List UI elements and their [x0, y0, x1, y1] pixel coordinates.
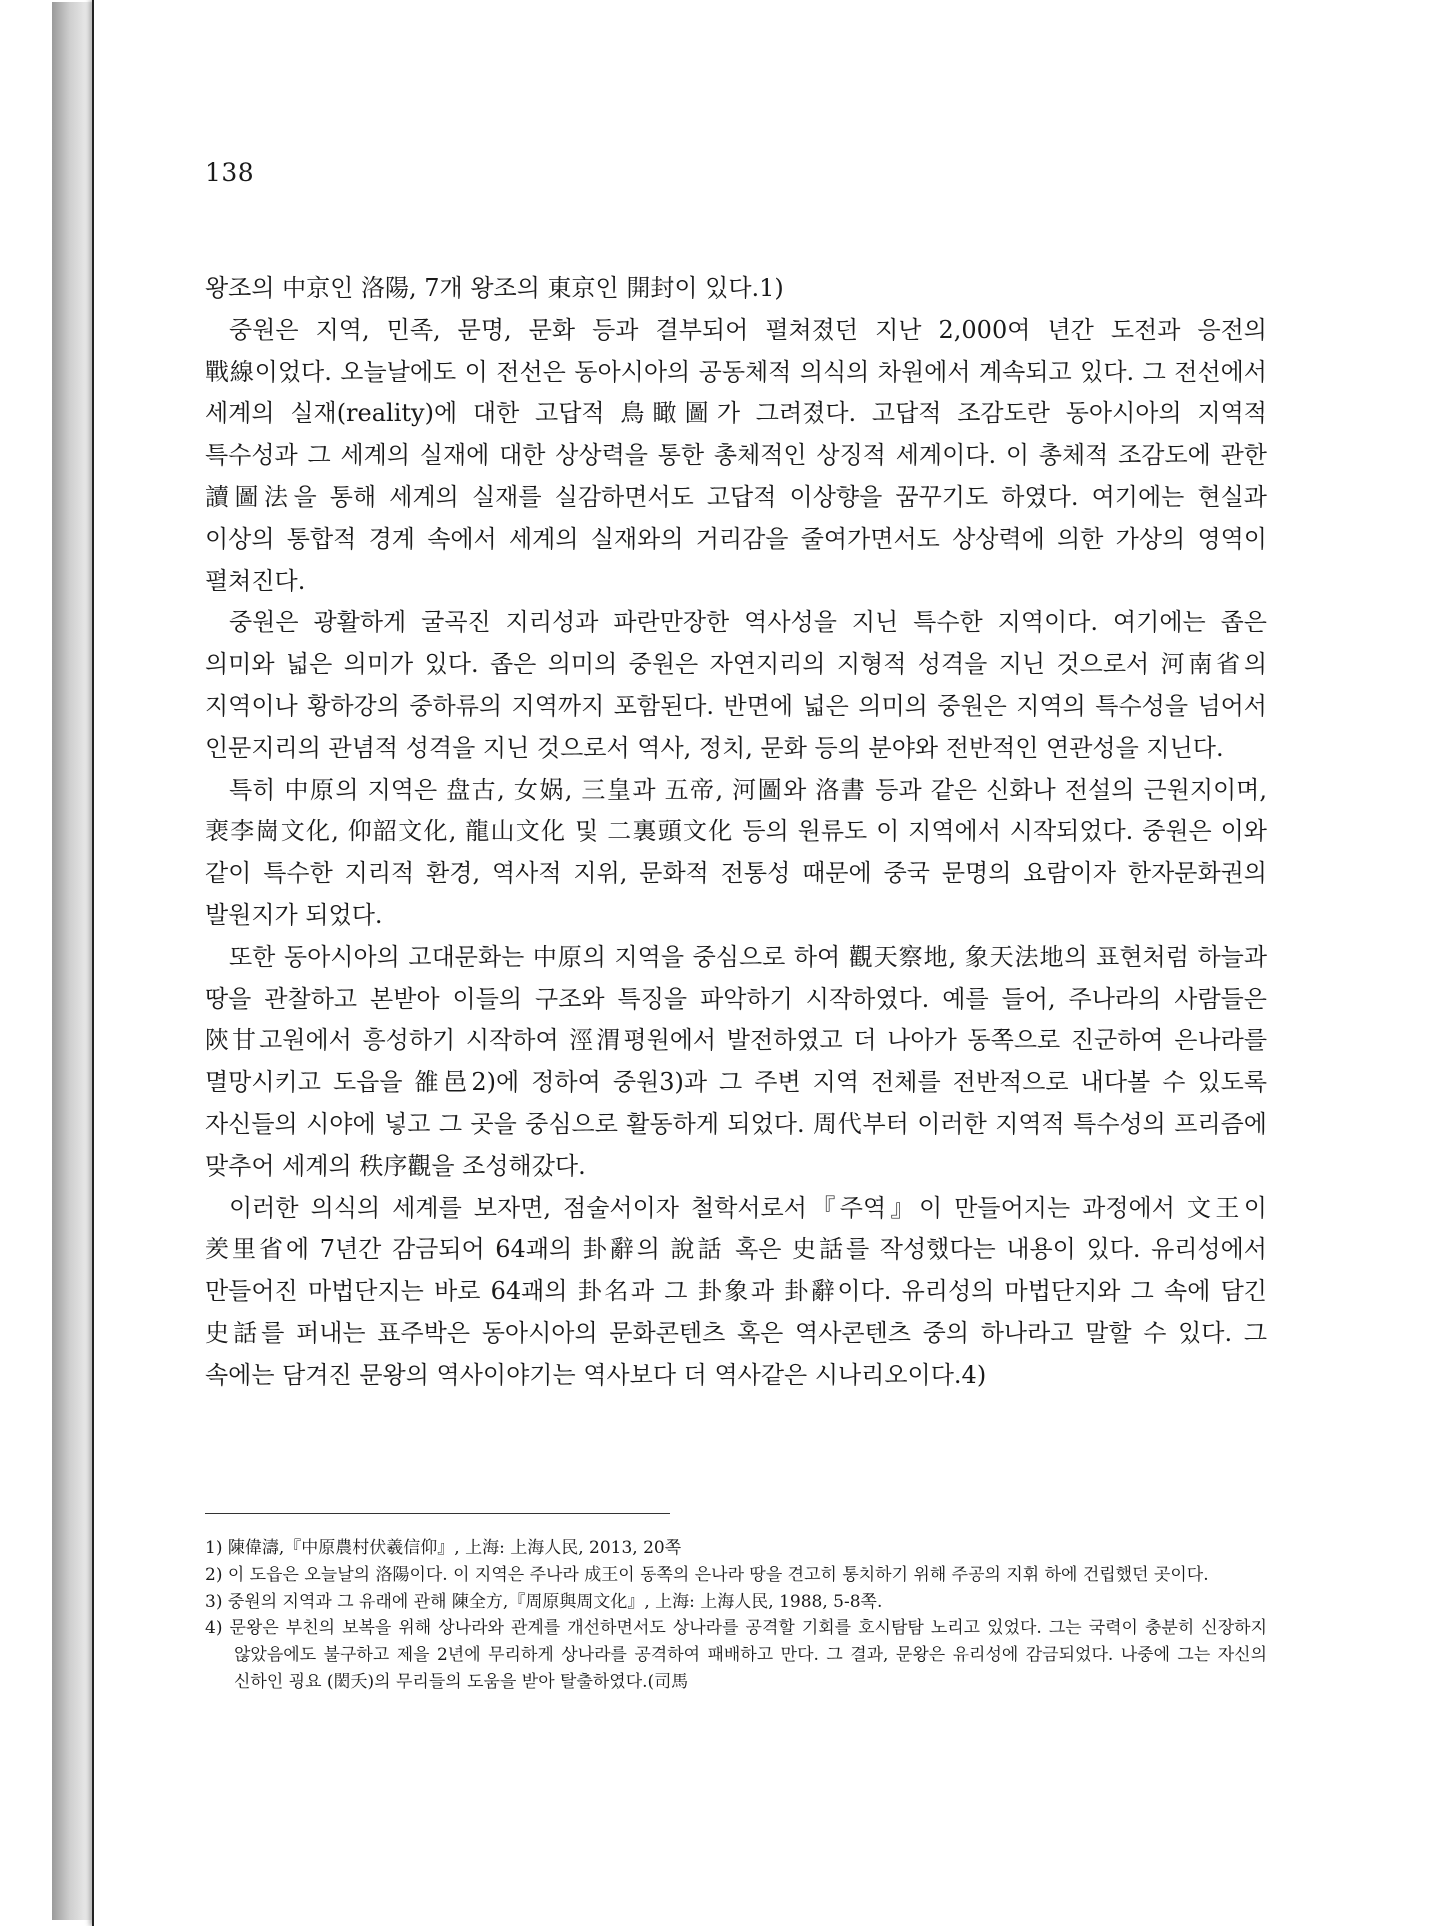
footnotes [205, 1535, 1267, 1696]
body-text [205, 268, 1267, 1397]
paragraph: 중원은 광활하게 굴곡진 지리성과 파란만장한 역사성을 지닌 특수한 지역이다. 여기에는 좁은 의미와 넓은 의미가 있다. 좁은 의미의 중원은 자연지리의 지형적 성격을 지닌 것으로서 河南省의 지역이나 황하강의 중하류의 지역까지 포함된다. 반면에 넓은 의미의 중원은 지역의 특수성을 넘어서 인문지리의 관념적 성격을 지닌 것으로서 역사, 정치, 문화 등의 분야와 전반적인 연관성을 지닌다. [205, 608, 1268, 762]
footnote: 4) 문왕은 부친의 보복을 위해 상나라와 관계를 개선하면서도 상나라를 공격할 기회를 호시탐탐 노리고 있었다. 그는 국력이 충분히 신장하지 않았음에도 불구하고 제을 2년에 무리하게 상나라를 공격하여 패배하고 만다. 그 결과, 문왕은 유리성에 감금되었다. 나중에 그는 자신의 신하인 굉요 (閎夭)의 무리들의 도움을 받아 탈출하였다.(司馬 [205, 1618, 1267, 1692]
book-spine [52, 2, 93, 1920]
footnote: 3) 중원의 지역과 그 유래에 관해 陳全方,『周原與周文化』, 上海: 上海人民, 1988, 5-8쪽. [205, 1591, 883, 1612]
paragraph: 특히 中原의 지역은 盘古, 女娲, 三皇과 五帝, 河圖와 洛書 등과 같은 신화나 전설의 근원지이며, 裵李崗文化, 仰韶文化, 龍山文化 및 二裏頭文化 등의 원류도 이 지역에서 시작되었다. 중원은 이와 같이 특수한 지리적 환경, 역사적 지위, 문화적 전통성 때문에 중국 문명의 요람이자 한자문화권의 발원지가 되었다. [205, 775, 1267, 929]
paragraph: 또한 동아시아의 고대문화는 中原의 지역을 중심으로 하여 觀天察地, 象天法地의 표현처럼 하늘과 땅을 관찰하고 본받아 이들의 구조와 특징을 파악하기 시작하였다. 예를 들어, 주나라의 사람들은 陝甘고원에서 흥성하기 시작하여 涇渭평원에서 발전하였고 더 나아가 동쪽으로 진군하여 은나라를 멸망시키고 도읍을 雒邑2)에 정하여 중원3)과 그 주변 지역 전체를 전반적으로 내다볼 수 있도록 자신들의 시야에 넣고 그 곳을 중심으로 활동하게 되었다. 周代부터 이러한 지역적 특수성의 프리즘에 맞추어 세계의 秩序觀을 조성해갔다. [205, 942, 1267, 1180]
footnote: 1) 陳偉濤,『中原農村伏羲信仰』, 上海: 上海人民, 2013, 20쪽 [205, 1538, 682, 1558]
footnote: 2) 이 도읍은 오늘날의 洛陽이다. 이 지역은 주나라 成王이 동쪽의 은나라 땅을 견고히 통치하기 위해 주공의 지휘 하에 건립했던 곳이다. [205, 1564, 1209, 1585]
paragraph: 이러한 의식의 세계를 보자면, 점술서이자 철학서로서『주역』이 만들어지는 과정에서 文王이 羑里省에 7년간 감금되어 64괘의 卦辭의 說話 혹은 史話를 작성했다는 내용이 있다. 유리성에서 만들어진 마법단지는 바로 64괘의 卦名과 그 卦象과 卦辭이다. 유리성의 마법단지와 그 속에 담긴 史話를 퍼내는 표주박은 동아시아의 문화콘텐츠 혹은 역사콘텐츠 중의 하나라고 말할 수 있다. 그 속에는 담겨진 문왕의 역사이야기는 역사보다 더 역사같은 시나리오이다.4) [205, 1193, 1267, 1389]
page-number: 138 [205, 158, 255, 187]
paragraph: 중원은 지역, 민족, 문명, 문화 등과 결부되어 펼쳐졌던 지난 2,000여 년간 도전과 응전의 戰線이었다. 오늘날에도 이 전선은 동아시아의 공동체적 의식의 차원에서 계속되고 있다. 그 전선에서 세계의 실재(reality)에 대한 고답적 鳥瞰圖가 그려졌다. 고답적 조감도란 동아시아의 지역적 특수성과 그 세계의 실재에 대한 상상력을 통한 총체적인 상징적 세계이다. 이 총체적 조감도에 관한 讀圖法을 통해 세계의 실재를 실감하면서도 고답적 이상향을 꿈꾸기도 하였다. 여기에는 현실과 이상의 통합적 경계 속에서 세계의 실재와의 거리감을 줄여가면서도 상상력에 의한 가상의 영역이 펼쳐진다. [205, 315, 1267, 595]
footnote-divider [205, 1513, 670, 1514]
paragraph-continuation: 왕조의 中京인 洛陽, 7개 왕조의 東京인 開封이 있다.1) [205, 274, 784, 302]
